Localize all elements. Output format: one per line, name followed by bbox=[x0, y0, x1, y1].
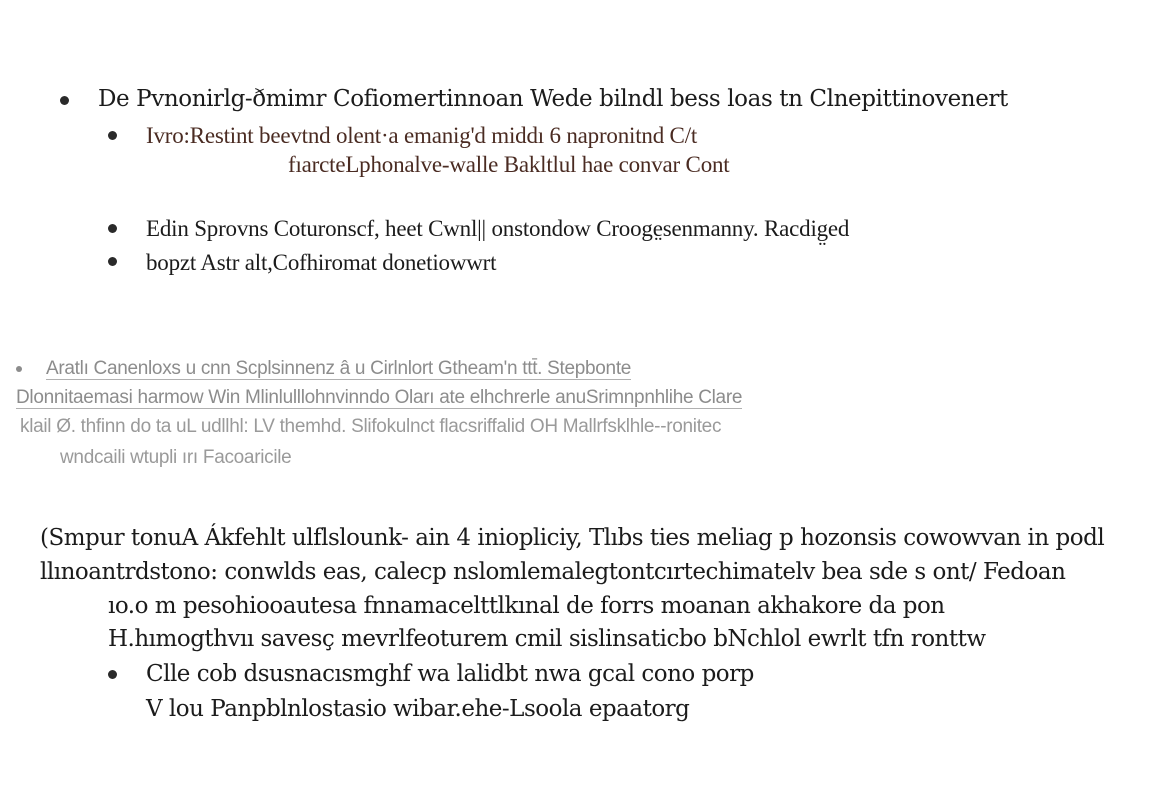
bullet-marker bbox=[60, 96, 69, 105]
paragraph-line-3: ıo.o m pesohiooautesa fnnamacelttlkınal de forrs moanan akhakore da pon bbox=[108, 593, 945, 619]
paragraph-line-2: llınoantrdstono: conwlds eas, calecp nslomlemalegtontcırtechimatelv bea sde s ont/ Fedoan bbox=[40, 559, 1066, 585]
sub-bullet-item-1-line-2: fıarcteLphonalve-walle Bakltlul hae convar Cont bbox=[288, 152, 730, 177]
paragraph-line-4: H.hımogthvıı savesç mevrlfeoturem cmil sislinsaticbo bNchlol ewrlt tfn ronttw bbox=[108, 626, 986, 652]
paragraph-line-1: (Smpur tonuA Ákfehlt ulflslounk- ain 4 iniopliciy, Tlıbs ties meliag p hozonsis cowowvan in podl bbox=[40, 525, 1105, 551]
faded-bullet-marker bbox=[16, 366, 22, 372]
sub-bullet-item-1-line-1: Ivro:Restint beevtnd olent·a emanig'd middı 6 napronitnd C/t bbox=[146, 123, 698, 148]
faded-line-4: wndcaili wtupli ırı Facoaricile bbox=[60, 447, 292, 468]
bottom-bullet-item-line-1: Clle cob dsusnacısmghf wa lalidbt nwa gcal cono porp bbox=[146, 661, 754, 687]
bullet-item-1: De Pvnonirlg-ðmimr Cofiomertinnoan Wede bilndl bess loas tn Clnepittinovenert bbox=[98, 86, 1008, 112]
faded-line-2: Dlonnitaemasi harmow Win Mlinlulllohnvinndo Oları ate elhchrerle anuSrimnpnhlihe Clare bbox=[16, 387, 743, 408]
faded-line-1: Aratlı Canenloxs u cnn Scplsinnenz â u Cirlnlort Gtheam'n ttt̄. Stepbonte bbox=[46, 358, 632, 379]
bottom-bullet-item-line-2: V lou Panpblnlostasio wibar.ehe-Lsoola epaatorg bbox=[146, 696, 690, 722]
faded-line-3: klail Ø. thfinn do ta uL udllhl: LV themhd. Slifokulnct flacsriffalid OH Mallrfsklhle--ronitec bbox=[20, 416, 722, 437]
sub-bullet-item-2: Edin Sprovns Coturonscf, heet Cwnl|| onstondow Crooge̤senmanny. Racdig̤ed bbox=[146, 216, 850, 241]
bullet-marker bbox=[108, 670, 117, 679]
bullet-marker bbox=[108, 224, 117, 233]
bullet-marker bbox=[108, 257, 117, 266]
bullet-marker bbox=[108, 131, 117, 140]
sub-bullet-item-3: bopzt Astr alt,Cofhiromat donetiowwrt bbox=[146, 250, 497, 275]
